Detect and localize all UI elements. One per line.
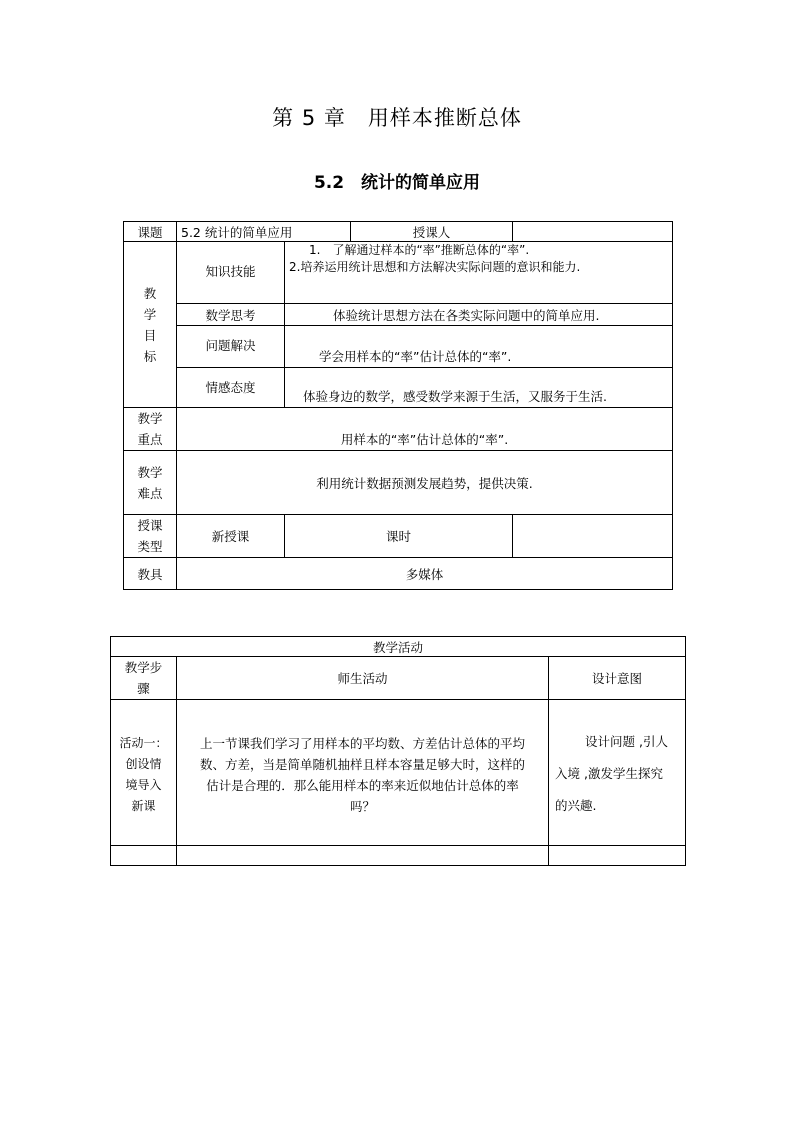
chapter-title: 第 5 章 用样本推断总体: [272, 106, 522, 130]
step-header-line: 教学步: [124, 660, 163, 675]
key-point-label-line: 重点: [137, 432, 163, 447]
key-point-label: [124, 408, 177, 451]
goal-knowledge-label: 知识技能: [177, 242, 285, 304]
goal-line: 2.培养运用统计思想和方法解决实际问题的意识和能力.: [289, 260, 581, 274]
step-line: 创设情: [125, 757, 162, 771]
goal-line: 1. 了解通过样本的“率”推断总体的“率”.: [309, 243, 530, 257]
activity-line: 数、方差，当是简单随机抽样且样本容量足够大时，这样的: [199, 757, 525, 772]
goals-label-char: 教: [143, 285, 157, 301]
difficulty-label: [124, 451, 177, 515]
topic-label: 课题: [124, 222, 177, 242]
design-intent: [549, 700, 686, 846]
lesson-info-table: [123, 221, 673, 590]
teacher-value: [513, 222, 673, 242]
type-label-line: 类型: [137, 539, 163, 554]
topic-value: 5.2 统计的简单应用: [177, 222, 351, 242]
goals-label-char: 目: [143, 327, 157, 343]
tools-value: 多媒体: [177, 558, 673, 590]
intent-header: 设计意图: [549, 657, 686, 700]
type-label: [124, 515, 177, 558]
empty-cell: [549, 846, 686, 866]
difficulty-value: 利用统计数据预测发展趋势，提供决策.: [177, 451, 673, 515]
goal-attitude-text: 体验身边的数学，感受数学来源于生活，又服务于生活.: [285, 368, 673, 408]
goal-attitude-label: 情感态度: [177, 368, 285, 408]
difficulty-label-line: 难点: [137, 485, 163, 501]
tools-label: 教具: [124, 558, 177, 590]
teacher-label: 授课人: [351, 222, 513, 242]
activity-line: 吗？: [349, 799, 375, 814]
activity-line: 上一节课我们学习了用样本的平均数、方差估计总体的平均: [199, 736, 525, 751]
key-point-label-line: 教学: [137, 411, 163, 426]
section-title: 5.2 统计的简单应用: [313, 173, 481, 193]
teacher-student-activity: [177, 700, 549, 846]
intent-line: 设计问题 ,引人: [585, 734, 668, 749]
activity-line: 估计是合理的．那么能用样本的率来近似地估计总体的率: [206, 778, 519, 793]
step-line: 活动一：: [119, 736, 168, 750]
activity-header: 师生活动: [177, 657, 549, 700]
activity-step: [111, 700, 177, 846]
empty-cell: [111, 846, 177, 866]
goals-label: [124, 242, 177, 408]
goals-label-char: 标: [143, 348, 157, 364]
goal-knowledge-text: [285, 242, 673, 304]
step-line: 新课: [131, 799, 156, 813]
step-header-line: 骤: [137, 681, 150, 696]
type-value: 新授课: [177, 515, 285, 558]
step-header: [111, 657, 177, 700]
goal-problem-text: 学会用样本的“率”估计总体的“率”.: [285, 326, 673, 368]
intent-line: 入境 ,激发学生探究: [555, 766, 663, 781]
activity-table-title: 教学活动: [111, 637, 686, 657]
hours-label: 课时: [285, 515, 513, 558]
type-label-line: 授课: [137, 518, 163, 533]
goal-problem-label: 问题解决: [177, 326, 285, 368]
empty-cell: [177, 846, 549, 866]
goal-thinking-label: 数学思考: [177, 304, 285, 326]
intent-line: 的兴趣.: [555, 798, 597, 813]
activity-table: [110, 636, 686, 866]
key-point-value: 用样本的“率”估计总体的“率”.: [177, 408, 673, 451]
goal-thinking-text: 体验统计思想方法在各类实际问题中的简单应用.: [285, 304, 673, 326]
hours-value: [513, 515, 673, 558]
step-line: 境导入: [125, 778, 162, 792]
goals-label-char: 学: [143, 306, 157, 322]
difficulty-label-line: 教学: [137, 464, 163, 480]
